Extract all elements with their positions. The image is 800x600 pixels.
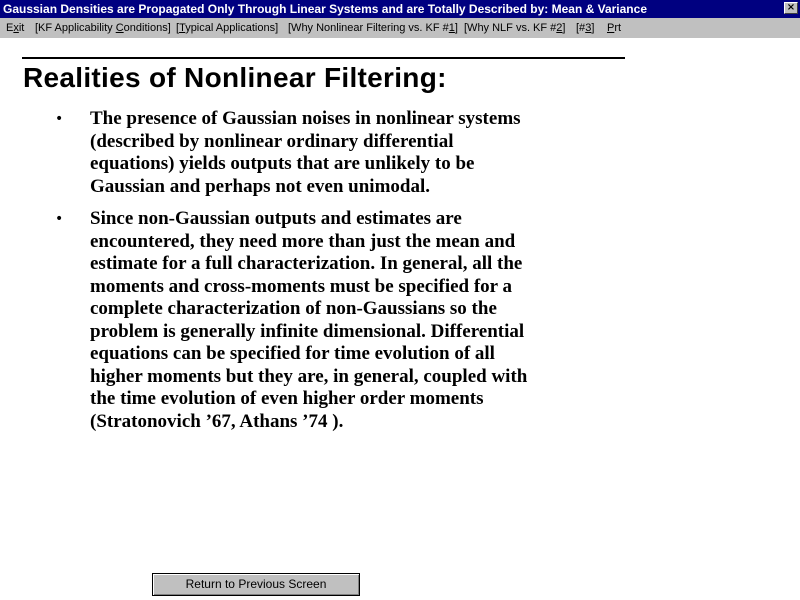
bullet-icon: • — [55, 211, 64, 227]
window-title: Gaussian Densities are Propagated Only Through Linear Systems and are Totally Described by: Mean & Variance — [3, 2, 647, 16]
list-item — [55, 208, 535, 433]
bullet-text: Since non-Gaussian outputs and estimates are encountered, they need more than just the mean and estimate for a full characterization. In general, all the moments and cross-moments must be specified for a complete characterization of non-Gaussians so the problem is generally infinite dimensional. Differential equations can be specified for time evolution of all higher moments but they are, in general, coupled with the time evolution of even higher order moments (Stratonovich ’67, Athans ’74 ). — [90, 208, 528, 432]
menu-typical-applications[interactable]: [Typical Applications] — [176, 22, 279, 34]
menu-print[interactable]: Prt — [607, 22, 622, 34]
menu-why-nonlinear-filtering-1[interactable]: [Why Nonlinear Filtering vs. KF #1] — [288, 22, 458, 34]
menu-exit[interactable]: Exit — [6, 22, 25, 34]
menu-bar — [0, 18, 800, 38]
close-button[interactable]: × — [784, 2, 798, 14]
bullet-icon: • — [55, 111, 64, 127]
bullet-list — [55, 108, 535, 443]
return-to-previous-screen-button[interactable]: Return to Previous Screen — [152, 573, 360, 596]
menu-kf-applicability-conditions[interactable]: [KF Applicability Conditions] — [35, 22, 171, 34]
bullet-text: The presence of Gaussian noises in nonlinear systems (described by nonlinear ordinary differential equations) yields outputs that are unlikely to be Gaussian and perhaps not even unimodal. — [90, 108, 521, 197]
menu-3[interactable]: [#3] — [576, 22, 595, 34]
list-item — [55, 108, 535, 198]
heading-rule — [22, 57, 625, 59]
menu-why-nlf-2[interactable]: [Why NLF vs. KF #2] — [464, 22, 566, 34]
page-title: Realities of Nonlinear Filtering: — [23, 62, 447, 93]
title-bar — [0, 0, 800, 18]
